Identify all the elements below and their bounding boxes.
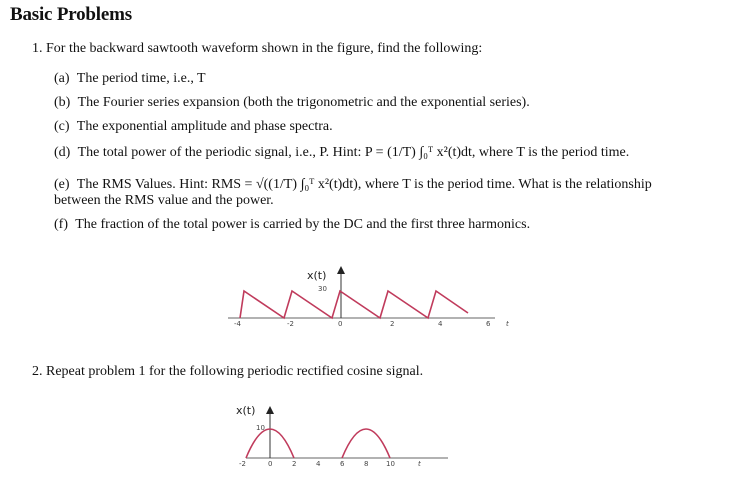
cosine-wave: [246, 429, 390, 458]
cosine-ylabel: x(t): [236, 404, 256, 417]
page-title: Basic Problems: [10, 4, 132, 25]
sawtooth-tick: 0: [338, 320, 343, 328]
sawtooth-tick: -2: [287, 320, 294, 328]
cosine-tick: 8: [364, 460, 369, 468]
sawtooth-tick: 2: [390, 320, 395, 328]
sawtooth-tick: -4: [234, 320, 241, 328]
sawtooth-peak-label: 30: [318, 285, 327, 293]
sawtooth-tick: 4: [438, 320, 443, 328]
part-a-text: The period time, i.e., T: [76, 71, 206, 86]
cosine-tick: 0: [268, 460, 273, 468]
cosine-tick: -2: [239, 460, 246, 468]
cosine-peak-label: 10: [256, 424, 265, 432]
part-a-label: (a): [54, 71, 70, 86]
cosine-tick: 10: [386, 460, 395, 468]
part-b-text: The Fourier series expansion (both the trigonometric and the exponential series).: [77, 95, 530, 110]
sawtooth-x-label: t: [506, 320, 509, 328]
problem-2-number: 2.: [32, 364, 43, 379]
part-e-text: The RMS Values. Hint: RMS = √((1/T) ∫₀ᵀ x²(t)dt), where T is the period time. What is the relationship: [76, 177, 652, 192]
part-d-text: The total power of the periodic signal, i.e., P. Hint: P = (1/T) ∫₀ᵀ x²(t)dt, where T is the period time.: [77, 145, 630, 160]
part-f-text: The fraction of the total power is carried by the DC and the first three harmonics.: [75, 217, 531, 232]
sawtooth-tick: 6: [486, 320, 491, 328]
part-c-text: The exponential amplitude and phase spectra.: [76, 119, 333, 134]
cosine-tick: 4: [316, 460, 321, 468]
part-b-label: (b): [54, 95, 71, 110]
problem-2-text: Repeat problem 1 for the following periodic rectified cosine signal.: [46, 364, 424, 379]
cosine-tick: 6: [340, 460, 345, 468]
part-c-label: (c): [54, 119, 70, 134]
part-f-label: (f): [54, 217, 68, 232]
sawtooth-ylabel: x(t): [307, 269, 327, 282]
cosine-x-label: t: [418, 460, 421, 468]
cosine-y-arrow-icon: [266, 406, 274, 414]
problem-1-number: 1.: [32, 41, 43, 56]
problem-1-text: For the backward sawtooth waveform shown in the figure, find the following:: [46, 41, 483, 56]
cosine-tick: 2: [292, 460, 297, 468]
part-e-label: (e): [54, 177, 70, 192]
part-d-label: (d): [54, 145, 71, 160]
part-e-continuation-text: between the RMS value and the power.: [54, 193, 274, 208]
